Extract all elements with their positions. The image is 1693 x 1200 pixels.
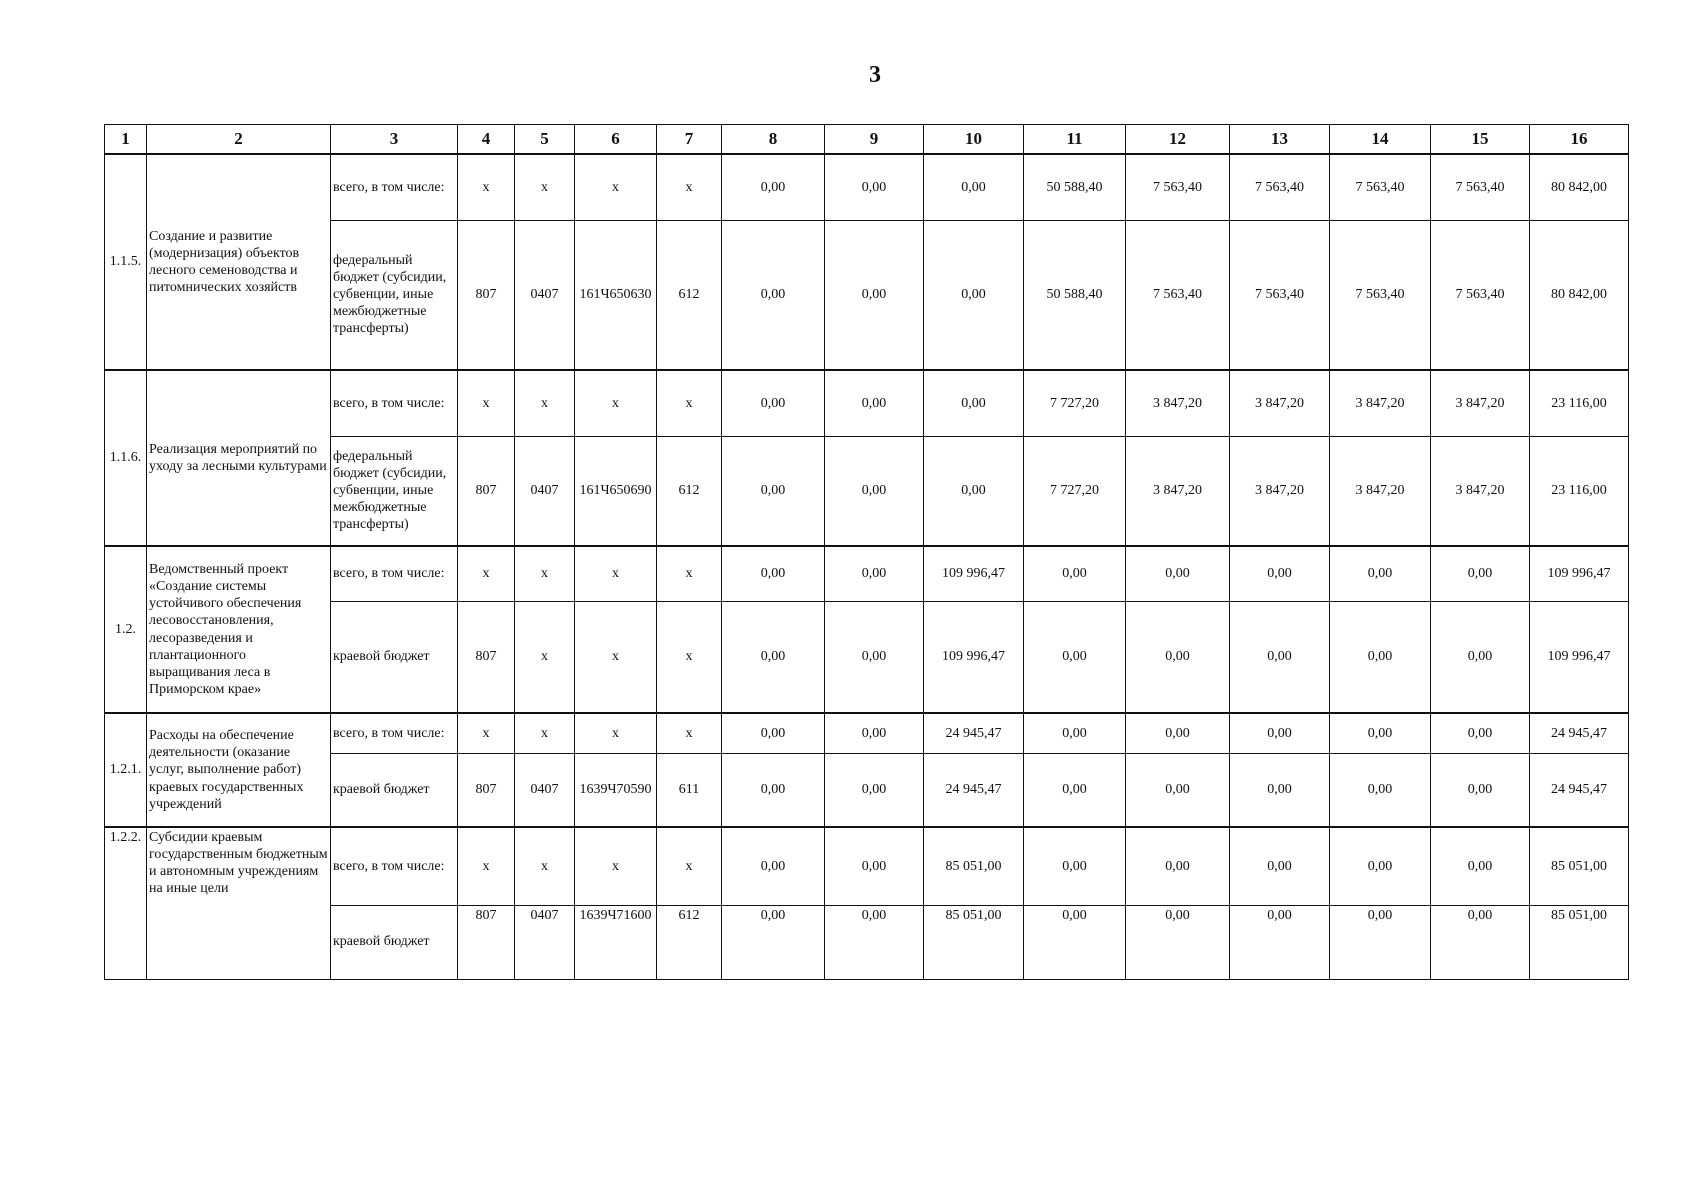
code-cell: х (515, 370, 575, 436)
code-cell: х (515, 827, 575, 905)
amount-cell: 3 847,20 (1330, 370, 1431, 436)
column-header: 6 (575, 125, 657, 155)
column-header: 4 (458, 125, 515, 155)
amount-cell: 0,00 (1230, 905, 1330, 979)
amount-cell: 0,00 (1126, 713, 1230, 753)
column-header: 14 (1330, 125, 1431, 155)
amount-cell: 7 563,40 (1431, 154, 1530, 220)
amount-cell: 0,00 (1230, 753, 1330, 827)
amount-cell: 0,00 (1330, 827, 1431, 905)
amount-cell: 7 563,40 (1126, 220, 1230, 370)
amount-cell: 0,00 (825, 713, 924, 753)
amount-cell: 24 945,47 (924, 753, 1024, 827)
amount-cell: 0,00 (1431, 601, 1530, 713)
amount-cell: 0,00 (825, 154, 924, 220)
amount-cell: 0,00 (1431, 905, 1530, 979)
amount-cell: 3 847,20 (1330, 436, 1431, 546)
amount-cell: 109 996,47 (924, 546, 1024, 601)
row-index: 1.1.5. (105, 154, 147, 370)
amount-cell: 0,00 (825, 753, 924, 827)
column-header: 1 (105, 125, 147, 155)
amount-cell: 0,00 (1126, 827, 1230, 905)
measure-name: Расходы на обеспечение деятельности (оказание услуг, выполнение работ) краевых государственных учреждений (147, 713, 331, 827)
funding-source: федеральный бюджет (субсидии, субвенции, иные межбюджетные трансферты) (331, 436, 458, 546)
column-header: 8 (722, 125, 825, 155)
amount-cell: 0,00 (1024, 827, 1126, 905)
amount-cell: 3 847,20 (1126, 436, 1230, 546)
amount-cell: 3 847,20 (1126, 370, 1230, 436)
funding-source: краевой бюджет (331, 753, 458, 827)
amount-cell: 24 945,47 (1530, 753, 1629, 827)
code-cell: х (515, 154, 575, 220)
amount-cell: 0,00 (1024, 601, 1126, 713)
code-cell: 161Ч650690 (575, 436, 657, 546)
measure-name: Субсидии краевым государственным бюджетным и автономным учреждениям на иные цели (147, 827, 331, 979)
amount-cell: 0,00 (1230, 601, 1330, 713)
amount-cell: 85 051,00 (1530, 905, 1629, 979)
amount-cell: 0,00 (722, 753, 825, 827)
amount-cell: 0,00 (722, 601, 825, 713)
amount-cell: 0,00 (722, 436, 825, 546)
amount-cell: 0,00 (825, 436, 924, 546)
code-cell: 0407 (515, 220, 575, 370)
code-cell: х (657, 370, 722, 436)
amount-cell: 7 727,20 (1024, 436, 1126, 546)
amount-cell: 7 563,40 (1431, 220, 1530, 370)
funding-source: всего, в том числе: (331, 546, 458, 601)
amount-cell: 7 727,20 (1024, 370, 1126, 436)
code-cell: 0407 (515, 753, 575, 827)
amount-cell: 24 945,47 (924, 713, 1024, 753)
code-cell: х (458, 370, 515, 436)
funding-source: всего, в том числе: (331, 713, 458, 753)
code-cell: 1639Ч70590 (575, 753, 657, 827)
amount-cell: 0,00 (1126, 753, 1230, 827)
amount-cell: 0,00 (825, 905, 924, 979)
amount-cell: 7 563,40 (1330, 220, 1431, 370)
amount-cell: 3 847,20 (1431, 436, 1530, 546)
amount-cell: 0,00 (1024, 753, 1126, 827)
amount-cell: 0,00 (1126, 905, 1230, 979)
amount-cell: 0,00 (722, 220, 825, 370)
code-cell: х (657, 546, 722, 601)
code-cell: х (515, 546, 575, 601)
amount-cell: 23 116,00 (1530, 436, 1629, 546)
measure-name: Создание и развитие (модернизация) объектов лесного семеноводства и питомнических хозяйств (147, 154, 331, 370)
amount-cell: 0,00 (1126, 601, 1230, 713)
code-cell: х (515, 601, 575, 713)
code-cell: 807 (458, 753, 515, 827)
amount-cell: 0,00 (722, 154, 825, 220)
amount-cell: 0,00 (1330, 601, 1431, 713)
amount-cell: 0,00 (825, 546, 924, 601)
table-row-source (105, 753, 1629, 827)
code-cell: х (458, 827, 515, 905)
code-cell: 1639Ч71600 (575, 905, 657, 979)
code-cell: х (458, 546, 515, 601)
funding-source: федеральный бюджет (субсидии, субвенции, иные межбюджетные трансферты) (331, 220, 458, 370)
code-cell: 807 (458, 905, 515, 979)
amount-cell: 7 563,40 (1330, 154, 1431, 220)
amount-cell: 3 847,20 (1431, 370, 1530, 436)
amount-cell: 0,00 (1330, 905, 1431, 979)
column-header: 11 (1024, 125, 1126, 155)
table-row-total (105, 546, 1629, 601)
code-cell: х (575, 601, 657, 713)
amount-cell: 0,00 (722, 905, 825, 979)
measure-name: Реализация мероприятий по уходу за лесными культурами (147, 370, 331, 546)
column-header: 5 (515, 125, 575, 155)
row-index: 1.2.2. (105, 827, 147, 979)
amount-cell: 0,00 (924, 436, 1024, 546)
amount-cell: 109 996,47 (1530, 546, 1629, 601)
amount-cell: 50 588,40 (1024, 154, 1126, 220)
amount-cell: 109 996,47 (1530, 601, 1629, 713)
code-cell: 612 (657, 905, 722, 979)
row-index: 1.2. (105, 546, 147, 713)
column-header: 15 (1431, 125, 1530, 155)
amount-cell: 80 842,00 (1530, 220, 1629, 370)
column-header: 12 (1126, 125, 1230, 155)
amount-cell: 0,00 (1024, 713, 1126, 753)
amount-cell: 0,00 (825, 827, 924, 905)
amount-cell: 23 116,00 (1530, 370, 1629, 436)
code-cell: 612 (657, 220, 722, 370)
amount-cell: 0,00 (825, 601, 924, 713)
row-index: 1.1.6. (105, 370, 147, 546)
amount-cell: 0,00 (1431, 546, 1530, 601)
amount-cell: 0,00 (1431, 827, 1530, 905)
amount-cell: 0,00 (722, 546, 825, 601)
table-row-source (105, 601, 1629, 713)
amount-cell: 3 847,20 (1230, 436, 1330, 546)
table-row-source (105, 905, 1629, 979)
measure-name: Ведомственный проект «Создание системы устойчивого обеспечения лесовосстановления, лесоразведения и плантационного выращивания леса в Приморском крае» (147, 546, 331, 713)
amount-cell: 80 842,00 (1530, 154, 1629, 220)
code-cell: х (575, 154, 657, 220)
code-cell: 807 (458, 220, 515, 370)
code-cell: х (458, 713, 515, 753)
funding-source: всего, в том числе: (331, 827, 458, 905)
amount-cell: 109 996,47 (924, 601, 1024, 713)
column-header: 7 (657, 125, 722, 155)
funding-source: краевой бюджет (331, 601, 458, 713)
code-cell: 0407 (515, 905, 575, 979)
code-cell: х (458, 154, 515, 220)
amount-cell: 7 563,40 (1126, 154, 1230, 220)
amount-cell: 0,00 (825, 370, 924, 436)
amount-cell: 7 563,40 (1230, 220, 1330, 370)
table-row-total (105, 713, 1629, 753)
column-header: 2 (147, 125, 331, 155)
column-header: 13 (1230, 125, 1330, 155)
code-cell: х (575, 370, 657, 436)
amount-cell: 0,00 (722, 713, 825, 753)
amount-cell: 85 051,00 (924, 827, 1024, 905)
column-header: 3 (331, 125, 458, 155)
funding-source: всего, в том числе: (331, 370, 458, 436)
amount-cell: 0,00 (1330, 753, 1431, 827)
code-cell: 807 (458, 601, 515, 713)
header-row (105, 125, 1629, 155)
code-cell: х (575, 713, 657, 753)
funding-source: краевой бюджет (331, 905, 458, 979)
table-row-source (105, 436, 1629, 546)
table-row-total (105, 827, 1629, 905)
code-cell: х (515, 713, 575, 753)
amount-cell: 7 563,40 (1230, 154, 1330, 220)
code-cell: х (657, 827, 722, 905)
amount-cell: 0,00 (924, 220, 1024, 370)
column-header: 9 (825, 125, 924, 155)
amount-cell: 0,00 (1431, 713, 1530, 753)
table-row-source (105, 220, 1629, 370)
amount-cell: 85 051,00 (924, 905, 1024, 979)
amount-cell: 0,00 (924, 154, 1024, 220)
amount-cell: 50 588,40 (1024, 220, 1126, 370)
code-cell: 612 (657, 436, 722, 546)
code-cell: 161Ч650630 (575, 220, 657, 370)
amount-cell: 0,00 (1330, 546, 1431, 601)
amount-cell: 0,00 (722, 370, 825, 436)
code-cell: х (575, 827, 657, 905)
amount-cell: 0,00 (1024, 905, 1126, 979)
code-cell: х (575, 546, 657, 601)
column-header: 10 (924, 125, 1024, 155)
amount-cell: 0,00 (825, 220, 924, 370)
amount-cell: 0,00 (1330, 713, 1431, 753)
amount-cell: 0,00 (1230, 546, 1330, 601)
amount-cell: 24 945,47 (1530, 713, 1629, 753)
amount-cell: 0,00 (1126, 546, 1230, 601)
row-index: 1.2.1. (105, 713, 147, 827)
amount-cell: 0,00 (1230, 713, 1330, 753)
code-cell: 807 (458, 436, 515, 546)
code-cell: 611 (657, 753, 722, 827)
code-cell: х (657, 601, 722, 713)
code-cell: 0407 (515, 436, 575, 546)
amount-cell: 0,00 (1431, 753, 1530, 827)
funding-source: всего, в том числе: (331, 154, 458, 220)
table-row-total (105, 154, 1629, 220)
amount-cell: 3 847,20 (1230, 370, 1330, 436)
amount-cell: 0,00 (1024, 546, 1126, 601)
budget-table (104, 124, 1629, 980)
code-cell: х (657, 713, 722, 753)
amount-cell: 85 051,00 (1530, 827, 1629, 905)
amount-cell: 0,00 (924, 370, 1024, 436)
amount-cell: 0,00 (722, 827, 825, 905)
column-header: 16 (1530, 125, 1629, 155)
page-number: 3 (869, 62, 881, 88)
amount-cell: 0,00 (1230, 827, 1330, 905)
code-cell: х (657, 154, 722, 220)
table-row-total (105, 370, 1629, 436)
